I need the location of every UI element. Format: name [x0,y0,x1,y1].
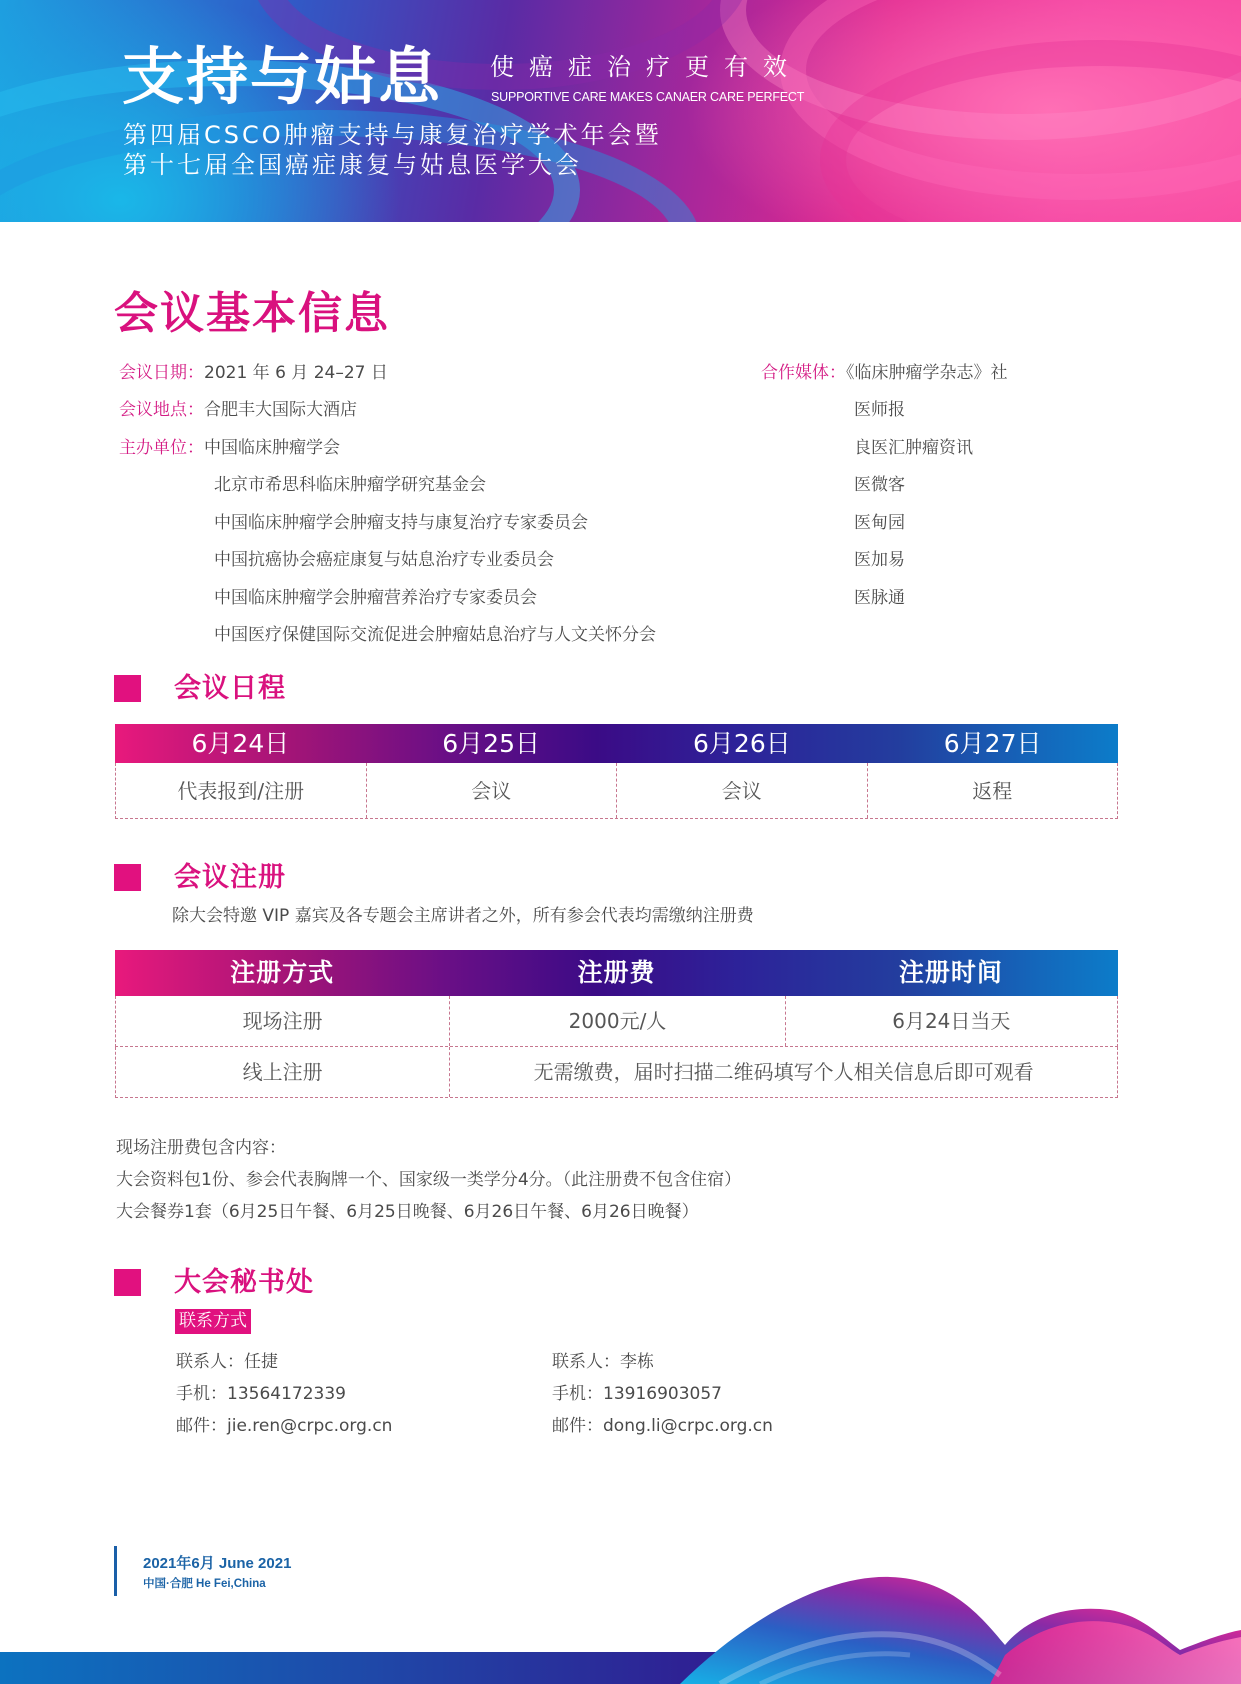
registration-note: 除大会特邀 VIP 嘉宾及各专题会主席讲者之外，所有参会代表均需缴纳注册费 [172,906,754,926]
banner-slogan: 使癌症治疗更有效 [490,53,802,81]
schedule-header [115,724,1118,763]
media-item: 医脉通 [854,588,905,608]
contact-tag: 联系方式 [175,1309,251,1334]
reg-method: 现场注册 [116,996,450,1046]
contact-email-link[interactable]: 邮件：dong.li@crpc.org.cn [552,1416,773,1436]
host-item: 中国临床肿瘤学会肿瘤支持与康复治疗专家委员会 [214,513,588,533]
table-row [115,1047,1118,1098]
schedule-activity: 会议 [617,763,868,818]
footer-date: 2021年6月 June 2021 [143,1555,292,1572]
section-marker-icon [114,675,141,702]
info-media-row [761,361,1008,385]
info-venue-row [119,398,357,422]
footer-place: 中国·合肥 He Fei,China [143,1578,266,1590]
column-header: 注册时间 [898,958,1003,987]
includes-item: 大会资料包1份、参会代表胸牌一个、国家级一类学分4分。（此注册费不包含住宿） [116,1170,742,1190]
column-header: 注册费 [577,958,656,987]
schedule-activity: 返程 [972,779,1013,803]
reg-method: 线上注册 [116,1047,450,1097]
schedule-date: 6月27日 [943,729,1042,758]
registration-title: 会议注册 [174,862,286,893]
banner-slogan-en: SUPPORTIVE CARE MAKES CANAER CARE PERFECT [491,90,805,104]
info-date-value: 2021 年 6 月 24–27 日 [204,363,388,383]
info-media-label: 合作媒体： [761,363,846,383]
schedule-date: 6月24日 [191,729,290,758]
section-marker-icon [114,1269,141,1296]
footer-divider [114,1546,117,1596]
media-item: 医加易 [854,550,905,570]
reg-merged-note: 无需缴费，届时扫描二维码填写个人相关信息后即可观看 [533,1060,1034,1084]
table-row [115,996,1118,1047]
contact-name: 联系人：李栋 [552,1352,654,1372]
page-title: 会议基本信息 [114,288,390,339]
media-item: 医甸园 [854,513,905,533]
host-item: 中国医疗保健国际交流促进会肿瘤姑息治疗与人文关怀分会 [214,625,656,645]
includes-item: 大会餐券1套（6月25日午餐、6月25日晚餐、6月26日午餐、6月26日晚餐） [116,1202,699,1222]
section-marker-icon [114,864,141,891]
info-date-row [119,361,388,385]
registration-table [115,950,1118,1098]
banner-subtitle-line1: 第四届CSCO肿瘤支持与康复治疗学术年会暨 [123,121,662,149]
host-item: 中国临床肿瘤学会肿瘤营养治疗专家委员会 [214,588,537,608]
schedule-title: 会议日程 [174,673,286,704]
schedule-table [115,724,1118,819]
info-date-label: 会议日期： [119,363,204,383]
contact-phone: 手机：13564172339 [176,1384,346,1404]
info-host-row [119,436,340,460]
reg-time: 6月24日当天 [892,1009,1011,1033]
column-header: 注册方式 [230,958,335,987]
info-venue-value: 合肥丰大国际大酒店 [204,400,357,420]
header-banner [0,0,1241,222]
media-item: 医微客 [854,475,905,495]
schedule-date: 6月25日 [442,729,540,758]
schedule-row [115,763,1118,819]
reg-fee: 2000元/人 [450,996,785,1046]
schedule-activity: 会议 [367,763,618,818]
contact-name: 联系人：任捷 [176,1352,278,1372]
footer-wave-decoration [660,1555,1241,1684]
media-item: 《临床肿瘤学杂志》社 [846,363,1008,383]
media-item: 良医汇肿瘤资讯 [854,438,973,458]
schedule-date: 6月26日 [693,729,791,758]
host-item: 中国抗癌协会癌症康复与姑息治疗专业委员会 [214,550,554,570]
banner-title: 支持与姑息 [122,40,443,113]
includes-title: 现场注册费包含内容： [116,1138,286,1158]
media-item: 医师报 [854,400,905,420]
schedule-activity: 代表报到/注册 [116,763,367,818]
secretariat-title: 大会秘书处 [174,1267,314,1298]
host-item: 中国临床肿瘤学会 [204,438,340,458]
contact-phone: 手机：13916903057 [552,1384,722,1404]
registration-header [115,950,1118,996]
info-venue-label: 会议地点： [119,400,204,420]
contact-email-link[interactable]: 邮件：jie.ren@crpc.org.cn [176,1416,393,1436]
info-host-label: 主办单位： [119,438,204,458]
banner-subtitle-line2: 第十七届全国癌症康复与姑息医学大会 [123,151,582,179]
host-item: 北京市希思科临床肿瘤学研究基金会 [214,475,486,495]
